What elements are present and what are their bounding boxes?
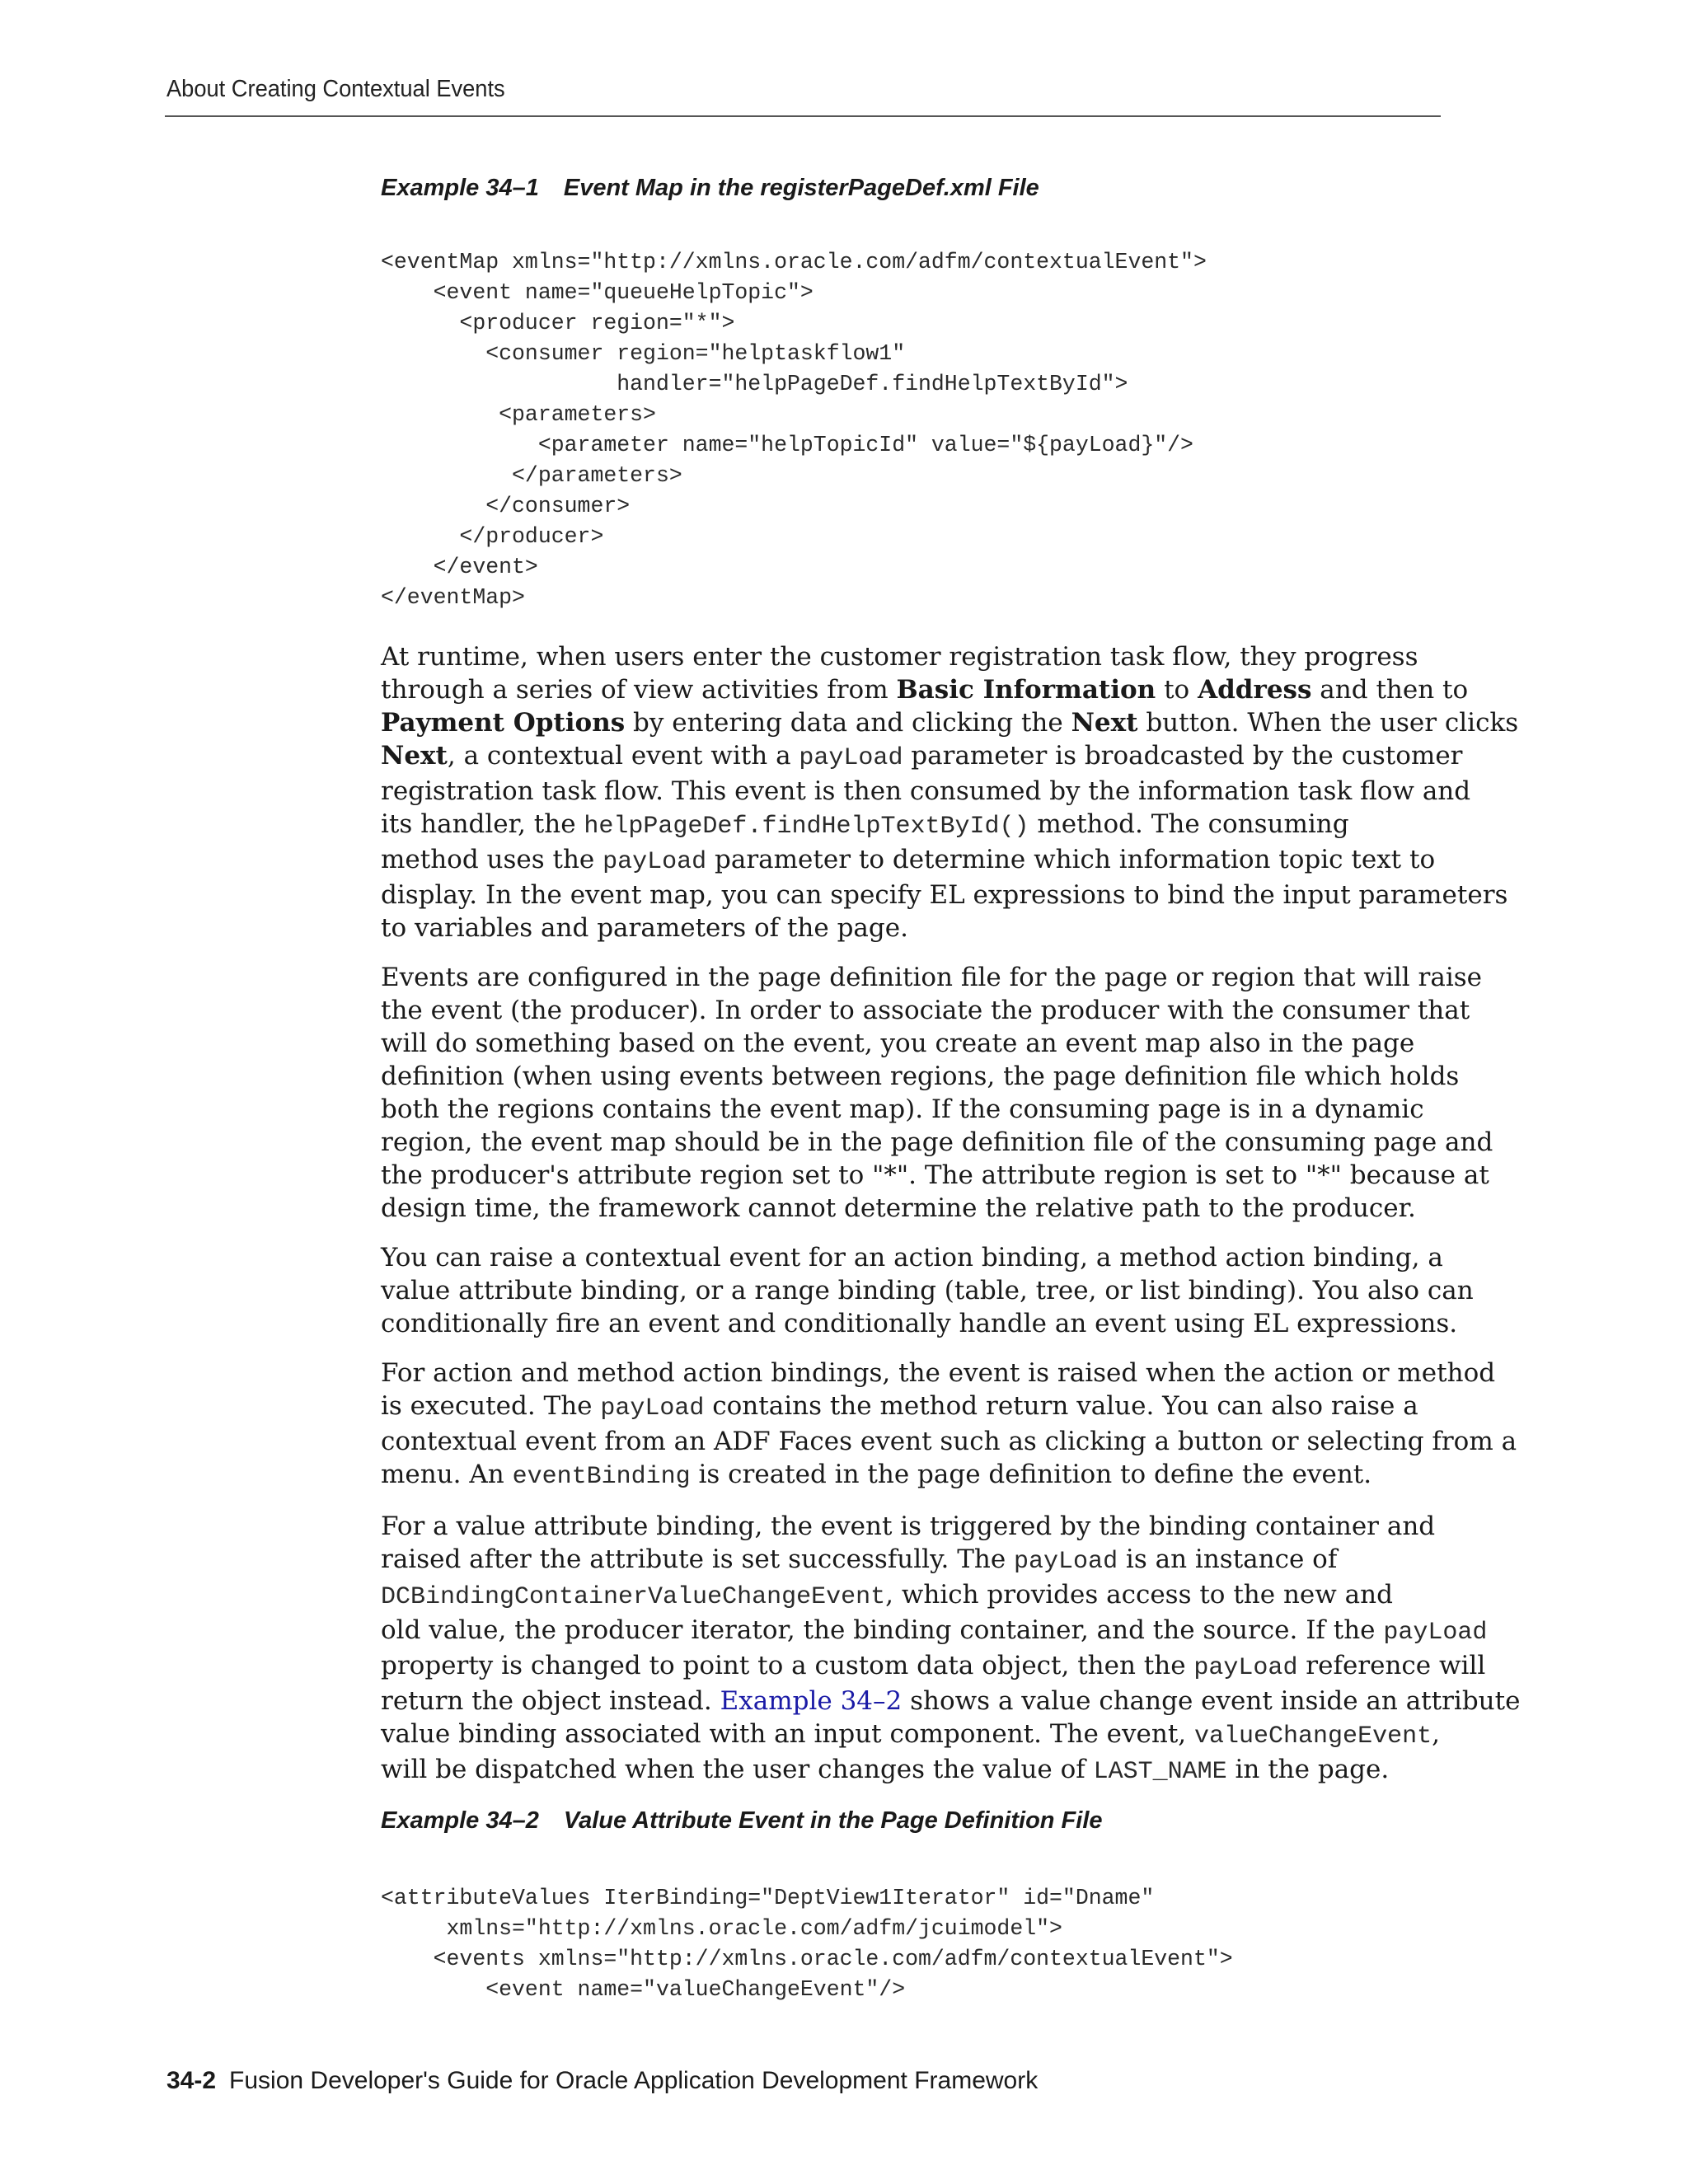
ui-label-basic-information: Basic Information [896,675,1156,705]
text-line [381,1649,1486,1685]
text-run: , which provides access to the new and [885,1580,1393,1610]
page-number: 34-2 [166,2067,217,2094]
text-line [381,1614,1488,1649]
text-line: the event (the producer). In order to associate the producer with the consumer that [381,996,1470,1025]
code-line: </producer> [381,524,604,549]
code-line: </consumer> [381,494,631,518]
code-term: DCBindingContainerValueChangeEvent [381,1583,886,1611]
paragraph-runtime-flow [381,640,1519,944]
code-line: </event> [381,555,538,579]
text-line: design time, the framework cannot determine the relative path to the producer. [381,1193,1416,1223]
header-rule [165,115,1441,117]
text-line: both the regions contains the event map). If the consuming page is in a dynamic [381,1094,1424,1124]
code-term: payLoad [799,744,903,772]
code-line: <event name="valueChangeEvent"/> [381,1977,906,2002]
text-line [381,1390,1436,1425]
text-line: to variables and parameters of the page. [381,913,908,943]
paragraph-event-configuration [381,961,1493,1225]
text-line: For a value attribute binding, the event is triggered by the binding container and [381,1511,1436,1541]
text-line: Events are configured in the page definition file for the page or region that will raise [381,963,1482,992]
text-run: value binding associated with an input component. The event, [381,1719,1195,1749]
code-line: </eventMap> [381,585,525,610]
text-run: method. The consuming [1029,809,1349,839]
ui-label-address: Address [1198,675,1312,705]
example-1-caption: Event Map in the registerPageDef.xml File [563,175,1039,201]
paragraph-value-attribute-binding [381,1510,1521,1788]
text-line: registration task flow. This event is then consumed by the information task flow and [381,776,1471,806]
text-run: and then to [1311,675,1469,705]
code-line: <events xmlns="http://xmlns.oracle.com/adfm/contextualEvent"> [381,1947,1233,1971]
code-term: payLoad [603,848,707,876]
text-run: will be dispatched when the user changes the value of [381,1755,1094,1784]
ui-label-next: Next [381,741,448,771]
code-line: handler="helpPageDef.findHelpTextById"> [381,372,1128,396]
text-run: parameter is broadcasted by the customer [903,741,1463,771]
code-term: LAST_NAME [1093,1758,1227,1786]
text-run: old value, the producer iterator, the binding container, and the source. If the [381,1615,1384,1645]
text-run: by entering data and clicking the [625,708,1071,738]
text-line: For action and method action bindings, the event is raised when the action or method [381,1358,1496,1388]
running-header: About Creating Contextual Events [166,76,505,102]
text-line: value attribute binding, or a range binding (table, tree, or list binding). You also can [381,1276,1474,1305]
code-line: <parameters> [381,402,656,427]
code-line: <attributeValues IterBinding="DeptView1Iterator" id="Dname" [381,1886,1155,1910]
text-line: the producer's attribute region set to "*". The attribute region is set to "*" because at [381,1160,1489,1190]
text-run: button. When the user clicks [1137,708,1519,738]
example-2-number: Example 34–2 [381,1807,539,1834]
text-line: You can raise a contextual event for an action binding, a method action binding, a [381,1243,1443,1272]
text-line [381,1543,1436,1578]
code-term: payLoad [1014,1548,1118,1576]
text-line [381,808,1436,843]
code-line: <producer region="*"> [381,311,735,335]
text-line: conditionally fire an event and conditionally handle an event using EL expressions. [381,1309,1458,1338]
body-paragraphs [381,640,1521,1805]
text-run: is an instance of [1118,1544,1338,1574]
text-line [381,673,1469,706]
code-line: <eventMap xmlns="http://xmlns.oracle.com/adfm/contextualEvent"> [381,250,1207,274]
text-line: region, the event map should be in the page definition file of the consuming page and [381,1127,1493,1157]
text-line [381,843,1436,879]
text-run: reference will [1297,1651,1486,1680]
text-line [381,739,1463,775]
text-run: parameter to determine which information topic text to [706,845,1436,874]
text-run: , a contextual event with a [447,741,799,771]
code-term: payLoad [1383,1619,1488,1647]
example-34-2-link[interactable]: Example 34–2 [720,1686,903,1716]
text-line [381,1753,1436,1788]
code-term: eventBinding [512,1463,691,1491]
example-1-number: Example 34–1 [381,175,539,201]
example-2-caption: Value Attribute Event in the Page Definition File [563,1807,1103,1834]
page-footer [166,2067,1038,2095]
text-run: shows a value change event inside an attribute [902,1686,1521,1716]
text-run: return the object instead. [381,1686,720,1716]
code-term: payLoad [600,1394,705,1422]
ui-label-payment-options: Payment Options [381,708,626,738]
code-line: <consumer region="helptaskflow1" [381,341,906,366]
book-title: Fusion Developer's Guide for Oracle Application Development Framework [229,2067,1039,2094]
text-run: through a series of view activities from [381,675,897,705]
code-term: valueChangeEvent [1194,1722,1432,1750]
paragraph-action-bindings [381,1357,1517,1493]
text-run: is created in the page definition to define the event. [690,1460,1372,1489]
text-line: will do something based on the event, you create an event map also in the page [381,1029,1415,1058]
text-run: its handler, the [381,809,584,839]
example-1-title [381,175,1039,202]
text-run: menu. An [381,1460,513,1489]
code-line: xmlns="http://xmlns.oracle.com/adfm/jcuimodel"> [381,1916,1062,1941]
text-run: in the page. [1226,1755,1390,1784]
paragraph-binding-types [381,1241,1474,1340]
ui-label-next: Next [1071,708,1138,738]
text-line: display. In the event map, you can specify EL expressions to bind the input parameters [381,880,1508,910]
example-2-code [381,1883,1233,2005]
text-line: definition (when using events between regions, the page definition file which holds [381,1062,1460,1091]
code-term: payLoad [1193,1654,1298,1682]
code-term: helpPageDef.findHelpTextById() [584,813,1029,841]
text-run: contains the method return value. You can also raise a [704,1391,1418,1421]
text-run: raised after the attribute is set successfully. The [381,1544,1015,1574]
text-line: contextual event from an ADF Faces event such as clicking a button or selecting from a [381,1427,1517,1456]
text-line [381,1578,1436,1614]
code-line: </parameters> [381,463,682,488]
text-run: is executed. The [381,1391,601,1421]
text-line [381,706,1519,739]
text-run: property is changed to point to a custom data object, then the [381,1651,1194,1680]
text-run: to [1156,675,1198,705]
text-line [381,1458,1436,1493]
text-line [381,1685,1521,1718]
example-2-title [381,1807,1103,1835]
code-line: <event name="queueHelpTopic"> [381,280,814,305]
text-line [381,1718,1440,1753]
text-run: method uses the [381,845,603,874]
example-1-code [381,247,1207,613]
code-line: <parameter name="helpTopicId" value="${payLoad}"/> [381,433,1193,457]
text-line: At runtime, when users enter the customer registration task flow, they progress [381,642,1418,672]
text-run: , [1432,1719,1440,1749]
